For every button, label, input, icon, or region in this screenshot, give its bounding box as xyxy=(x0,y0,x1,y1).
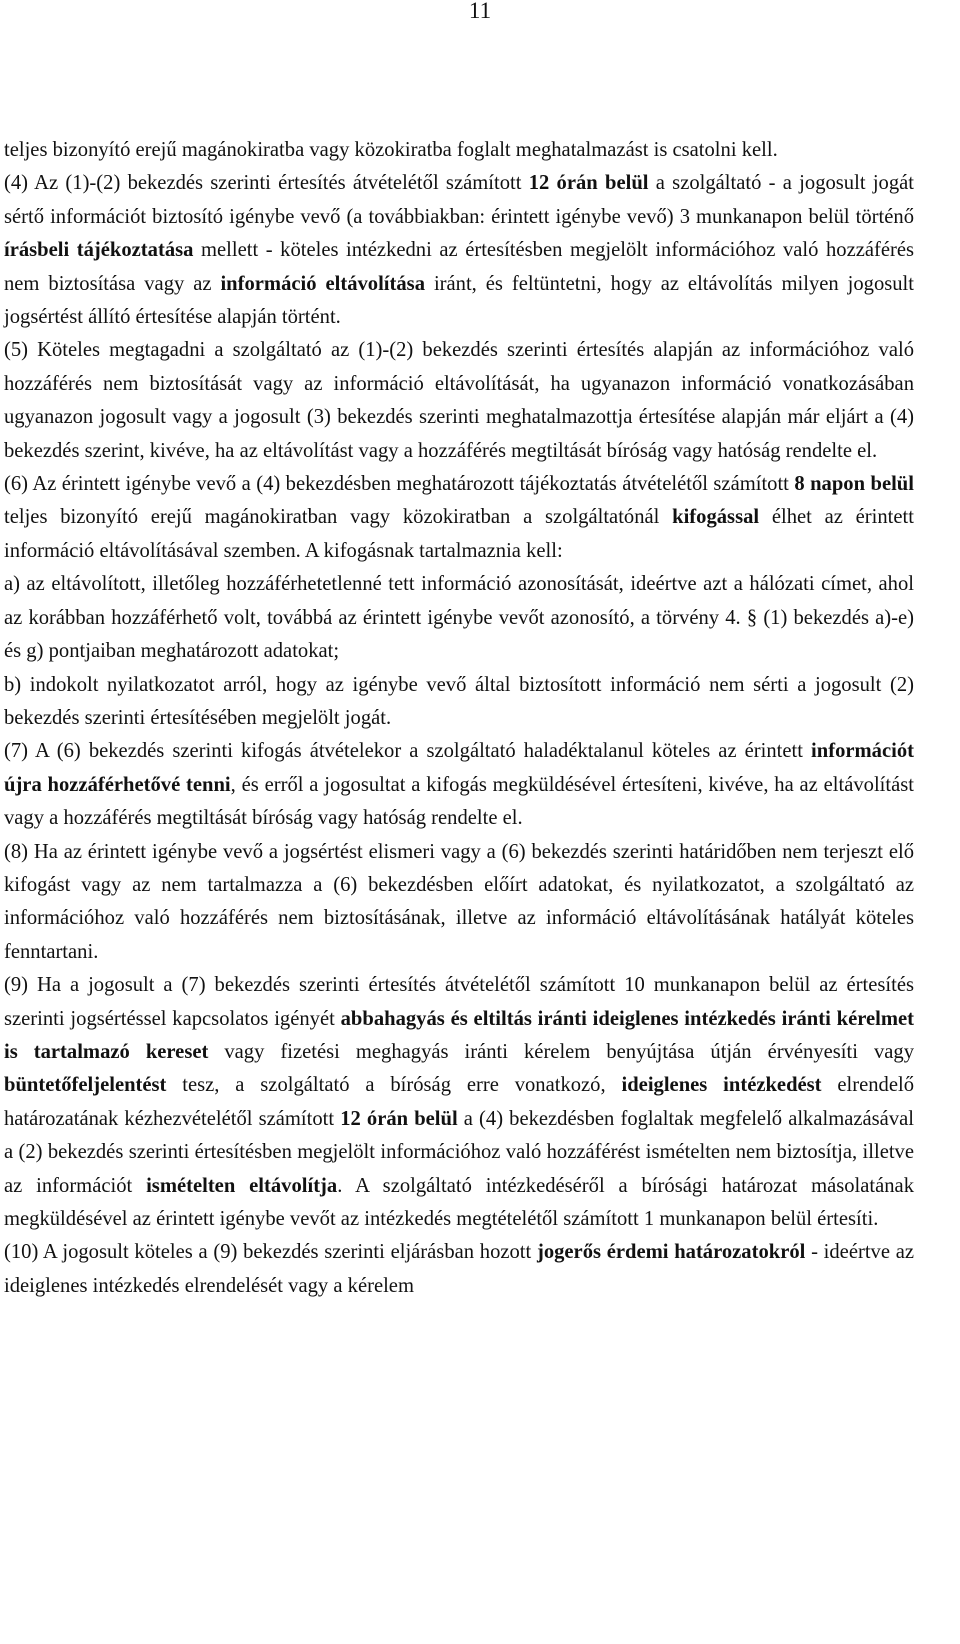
bold-phrase: abbahagyás és eltiltás iránti ideiglenes intézkedés iránti kérelmet is tartalmazó kereset xyxy=(4,1007,914,1063)
text-run: (10) A jogosult köteles a (9) bekezdés szerinti eljárásban hozott xyxy=(4,1241,537,1264)
bold-phrase: 12 órán belül xyxy=(528,172,649,195)
text-run: a (4) bekezdésben foglaltak megfelelő alkalmazásával a (2) bekezdés szerinti értesítésben megjelölt információhoz való hozzáférést ismételten nem biztosítja, illetve az információt xyxy=(4,1107,914,1197)
text-run: teljes bizonyító erejű magánokiratban vagy közokiratban a szolgáltatónál xyxy=(4,506,673,529)
text-run: b) indokolt nyilatkozatot arról, hogy az igénybe vevő által biztosított információ nem sérti a jogosult (2) bekezdés szerinti értesítésében megjelölt jogát. xyxy=(4,673,914,729)
text-run: (4) Az (1)-(2) bekezdés szerinti értesítés átvételétől számított xyxy=(4,172,529,195)
text-run: a) az eltávolított, illetőleg hozzáférhetetlenné tett információ azonosítását, ideértve azt a hálózati címet, ahol az korábban hozzáférhető volt, továbbá az érintett igénybe vevőt azonosító, a törvény 4. § (1) bekezdés a)-e) és g) pontjaiban meghatározott adatokat; xyxy=(4,573,914,663)
paragraph xyxy=(4,1236,914,1303)
text-run: a szolgáltató - a jogosult jogát sértő információt biztosító igénybe vevő (a továbbiakban: érintett igénybe vevő) 3 munkanapon belül történő xyxy=(4,172,914,228)
text-run: (9) Ha a jogosult a (7) bekezdés szerinti értesítés átvételétől számított 10 munkanapon belül az értesítés szerinti jogsértéssel kapcsolatos igényét xyxy=(4,974,914,1030)
bold-phrase: ismételten eltávolítja xyxy=(146,1174,338,1197)
paragraph xyxy=(4,468,914,568)
text-run: (7) A (6) bekezdés szerinti kifogás átvételekor a szolgáltató haladéktalanul köteles az érintett xyxy=(4,740,812,763)
bold-phrase: ideiglenes intézkedést xyxy=(621,1074,822,1097)
text-run: iránt, és feltüntetni, hogy az eltávolítás milyen jogosult jogsértést állító értesítése alapján történt. xyxy=(4,272,915,329)
text-run: (8) Ha az érintett igénybe vevő a jogsértést elismeri vagy a (6) bekezdés szerinti határidőben nem terjeszt elő kifogást vagy az nem tartalmazza a (6) bekezdésben előírt adatokat, és nyilatkozatot, a szolgáltató az információhoz való hozzáférés nem biztosításának, illetve az információ eltávolításának hatályát köteles fenntartani. xyxy=(4,840,914,963)
paragraph xyxy=(4,969,914,1236)
bold-phrase: büntetőfeljelentést xyxy=(4,1074,167,1097)
bold-phrase: 8 napon belül xyxy=(794,473,914,496)
paragraph xyxy=(4,568,914,668)
bold-phrase: írásbeli tájékoztatása xyxy=(4,239,194,262)
bold-phrase: információ eltávolítása xyxy=(220,272,425,295)
page-number: 11 xyxy=(468,0,492,23)
document-body xyxy=(4,134,914,1303)
paragraph xyxy=(4,167,914,334)
text-run: . A szolgáltató intézkedéséről a bírósági határozat másolatának megküldésével az érintett igénybe vevőt az intézkedés megtételétől számított 1 munkanapon belül értesíti. xyxy=(4,1174,914,1230)
text-run: (6) Az érintett igénybe vevő a (4) bekezdésben meghatározott tájékoztatás átvételétől számított xyxy=(4,473,795,496)
bold-phrase: 12 órán belül xyxy=(340,1107,458,1130)
bold-phrase: kifogással xyxy=(672,506,760,529)
text-run: vagy fizetési meghagyás iránti kérelem benyújtása útján érvényesíti vagy xyxy=(208,1040,914,1063)
text-run: (5) Köteles megtagadni a szolgáltató az (1)-(2) bekezdés szerinti értesítés alapján az információhoz való hozzáférés nem biztosítását vagy az információ eltávolítását, ha ugyanazon információ vonatkozásában ugyanazon jogosult vagy a jogosult (3) bekezdés szerinti meghatalmazottja értesítése alapján már eljárt a (4) bekezdés szerint, kivéve, ha az eltávolítást vagy a hozzáférés megtiltását bíróság vagy hatóság rendelte el. xyxy=(4,339,914,462)
text-run: teljes bizonyító erejű magánokiratba vagy közokiratba foglalt meghatalmazást is csatolni kell. xyxy=(4,139,778,161)
text-run: , és erről a jogosultat a kifogás megküldésével értesíteni, kivéve, ha az eltávolítást vagy a hozzáférés megtiltását bíróság vagy hatóság rendelte el. xyxy=(4,773,914,830)
text-run: mellett - köteles intézkedni az értesítésben megjelölt információhoz való hozzáférés nem biztosítása vagy az xyxy=(4,239,914,295)
bold-phrase: jogerős érdemi határozatokról xyxy=(536,1241,806,1264)
bold-phrase: információt újra hozzáférhetővé tenni xyxy=(4,740,914,796)
paragraph xyxy=(4,134,914,167)
text-run: elrendelő határozatának kézhezvételétől számított xyxy=(4,1074,915,1130)
text-run: élhet az érintett információ eltávolításával szemben. A kifogásnak tartalmaznia kell: xyxy=(4,506,914,562)
text-run: tesz, a szolgáltató a bíróság erre vonatkozó, xyxy=(166,1074,622,1097)
text-run: - ideértve az ideiglenes intézkedés elrendelését vagy a kérelem xyxy=(4,1241,914,1297)
paragraph xyxy=(4,334,914,468)
paragraph xyxy=(4,735,914,835)
paragraph xyxy=(4,836,914,970)
paragraph xyxy=(4,669,914,736)
